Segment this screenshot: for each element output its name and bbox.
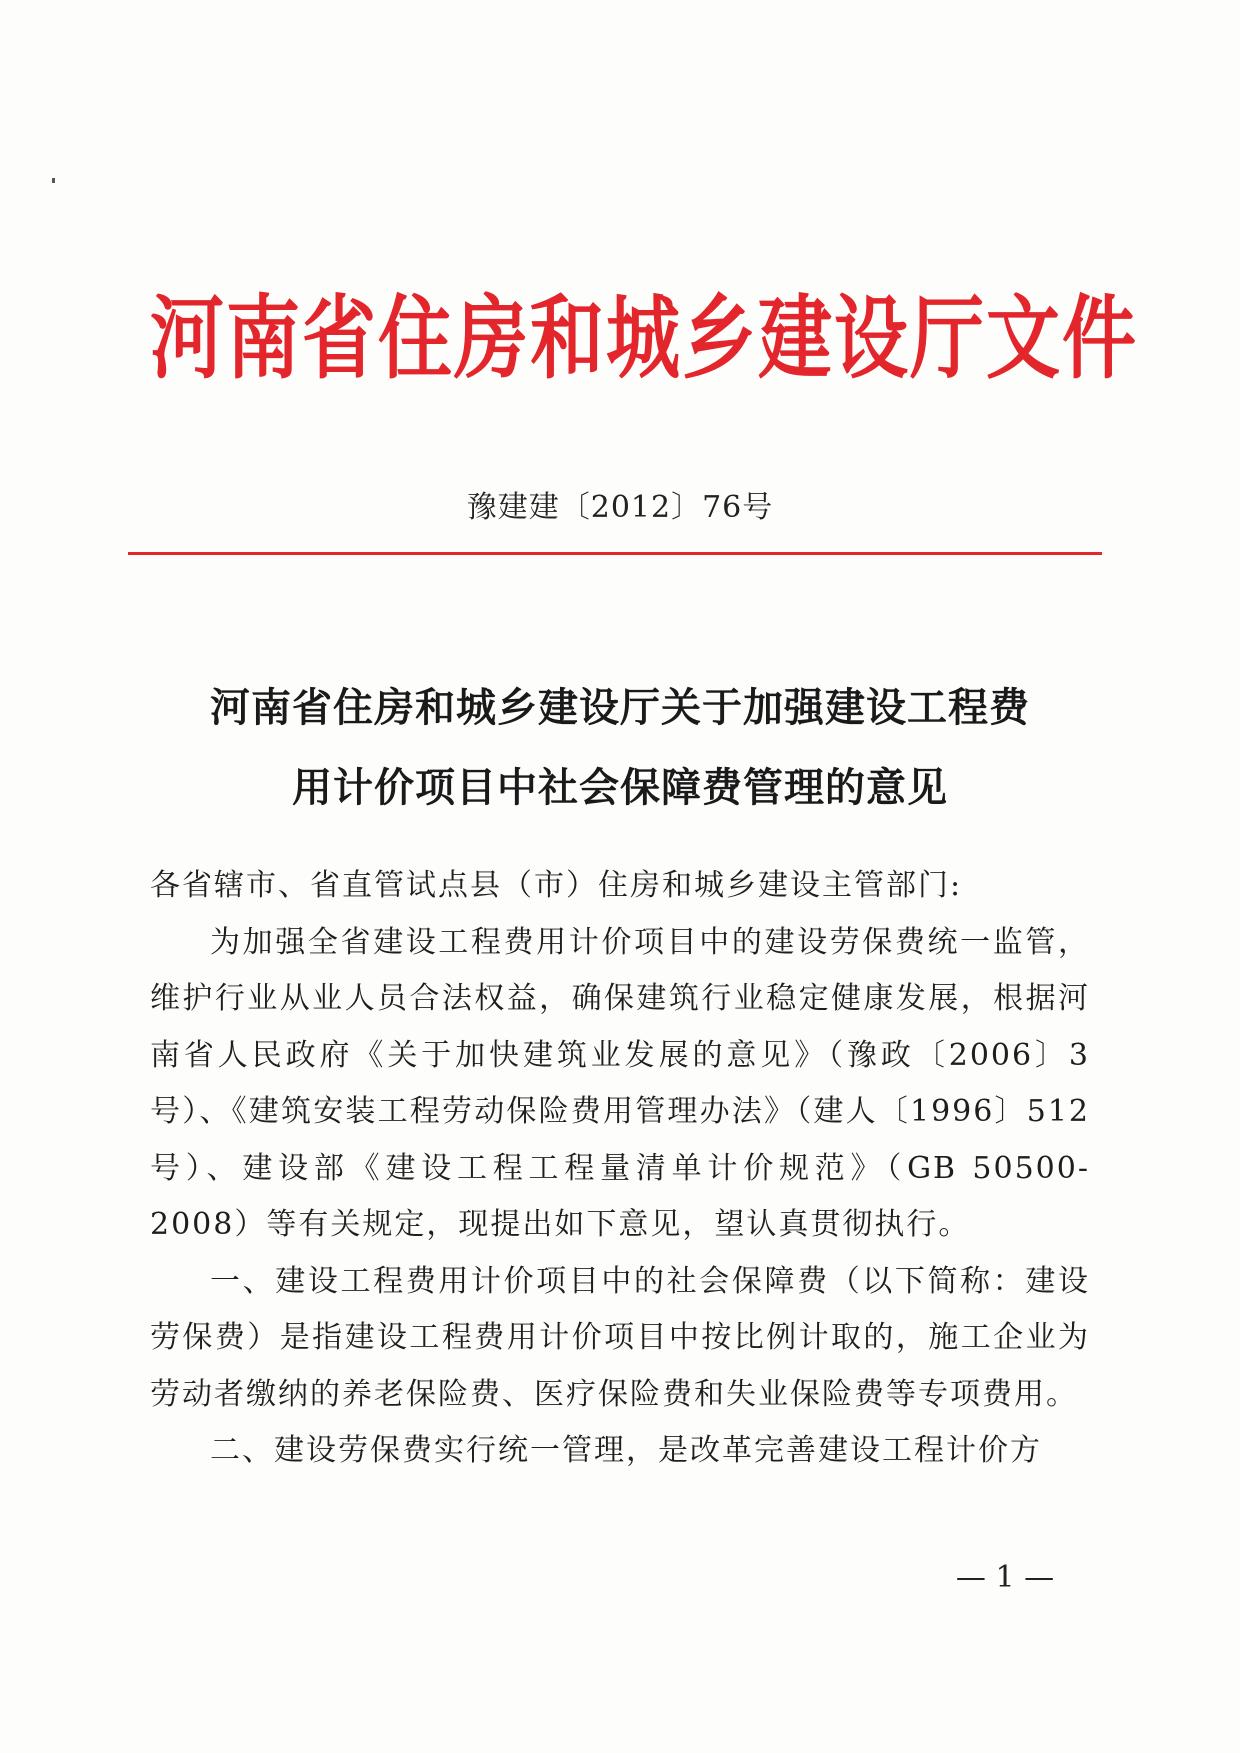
document-number: 豫建建〔2012〕76号 xyxy=(466,490,774,525)
document-title-line-2: 用计价项目中社会保障费管理的意见 xyxy=(292,765,948,811)
body-paragraph-2: 一、建设工程费用计价项目中的社会保障费（以下简称：建设劳保费）是指建设工程费用计价项目中按比例计取的，施工企业为劳动者缴纳的养老保险费、医疗保险费和失业保险费等专项费用。 xyxy=(150,1263,1090,1412)
document-body xyxy=(150,858,1090,1480)
page-number: — 1 — xyxy=(955,1560,1055,1595)
scan-artifact xyxy=(52,178,55,183)
letterhead-title: 河南省住房和城乡建设厅文件 xyxy=(150,286,1138,392)
body-paragraph-3: 二、建设劳保费实行统一管理，是改革完善建设工程计价方 xyxy=(210,1433,1042,1468)
document-title-line-1: 河南省住房和城乡建设厅关于加强建设工程费 xyxy=(210,685,1030,731)
document-title xyxy=(140,668,1100,828)
body-paragraph-1: 为加强全省建设工程费用计价项目中的建设劳保费统一监管，维护行业从业人员合法权益，确保建筑行业稳定健康发展，根据河南省人民政府《关于加快建筑业发展的意见》（豫政〔2006〕3号）、《建筑安装工程劳动保险费用管理办法》（建人〔1996〕512号）、建设部《建设工程工程量清单计价规范》（GB 50500-2008）等有关规定，现提出如下意见，望认真贯彻执行。 xyxy=(150,924,1090,1242)
red-divider-line xyxy=(128,552,1102,555)
addressee: 各省辖市、省直管试点县（市）住房和城乡建设主管部门: xyxy=(150,868,963,903)
